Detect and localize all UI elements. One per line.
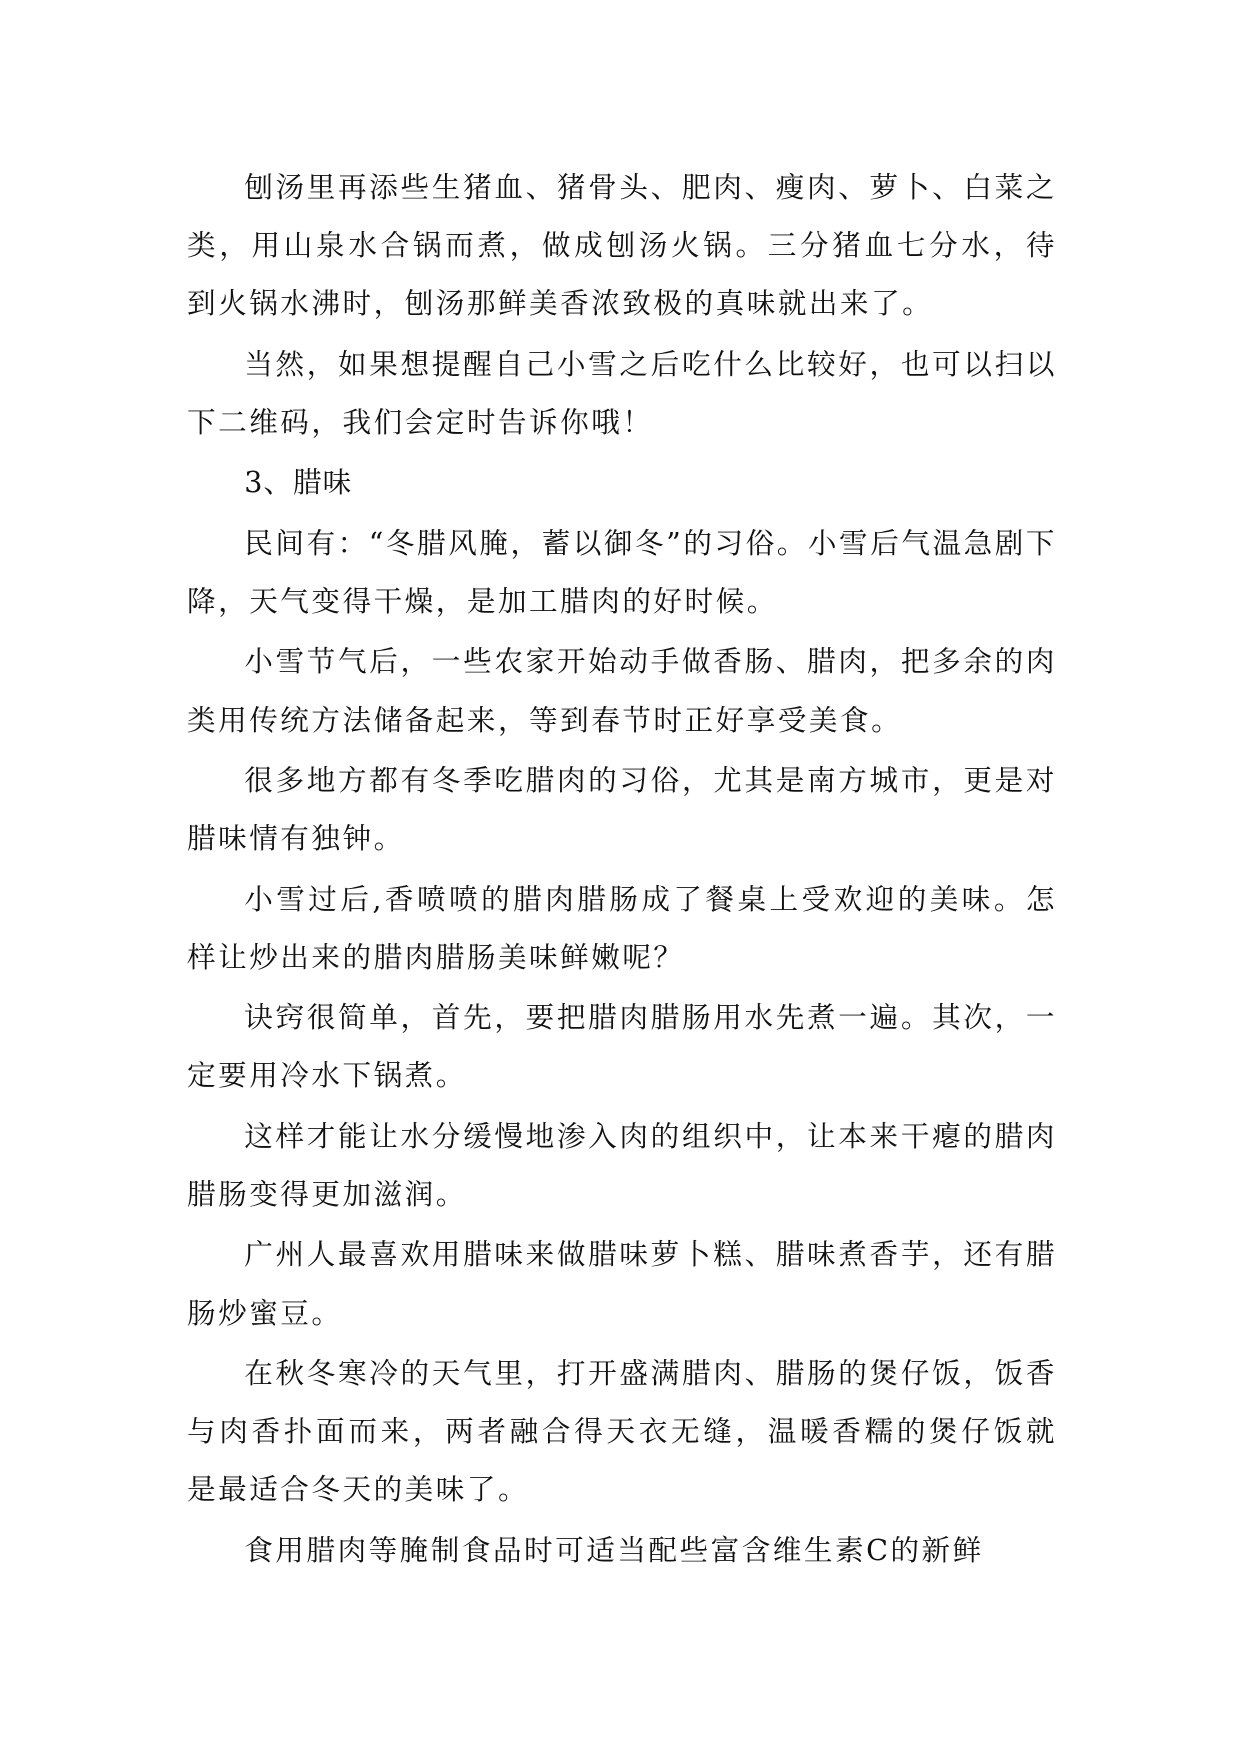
paragraph: 很多地方都有冬季吃腊肉的习俗，尤其是南方城市，更是对腊味情有独钟。	[187, 762, 1057, 856]
document-body	[187, 158, 1057, 1581]
paragraph: 诀窍很简单，首先，要把腊肉腊肠用水先煮一遍。其次，一定要用冷水下锅煮。	[187, 1000, 1057, 1093]
paragraph: 当然，如果想提醒自己小雪之后吃什么比较好，也可以扫以下二维码，我们会定时告诉你哦！	[187, 346, 1057, 439]
paragraph: 小雪过后,香喷喷的腊肉腊肠成了餐桌上受欢迎的美味。怎样让炒出来的腊肉腊肠美味鲜嫩呢？	[187, 881, 1057, 974]
paragraph: 这样才能让水分缓慢地渗入肉的组织中，让本来干瘪的腊肉腊肠变得更加滋润。	[187, 1118, 1057, 1211]
paragraph: 在秋冬寒冷的天气里，打开盛满腊肉、腊肠的煲仔饭，饭香与肉香扑面而来，两者融合得天衣无缝，温暖香糯的煲仔饭就是最适合冬天的美味了。	[187, 1355, 1057, 1507]
paragraph: 民间有：“冬腊风腌，蓄以御冬”的习俗。小雪后气温急剧下降，天气变得干燥，是加工腊肉的好时候。	[187, 525, 1057, 618]
paragraph: 广州人最喜欢用腊味来做腊味萝卜糕、腊味煮香芋，还有腊肠炒蜜豆。	[187, 1237, 1057, 1330]
paragraph: 刨汤里再添些生猪血、猪骨头、肥肉、瘦肉、萝卜、白菜之类，用山泉水合锅而煮，做成刨汤火锅。三分猪血七分水，待到火锅水沸时，刨汤那鲜美香浓致极的真味就出来了。	[187, 170, 1057, 321]
section-heading: 3、腊味	[244, 465, 353, 500]
paragraph: 小雪节气后，一些农家开始动手做香肠、腊肉，把多余的肉类用传统方法储备起来，等到春节时正好享受美食。	[187, 644, 1057, 737]
paragraph: 食用腊肉等腌制食品时可适当配些富含维生素C的新鲜	[244, 1532, 984, 1567]
